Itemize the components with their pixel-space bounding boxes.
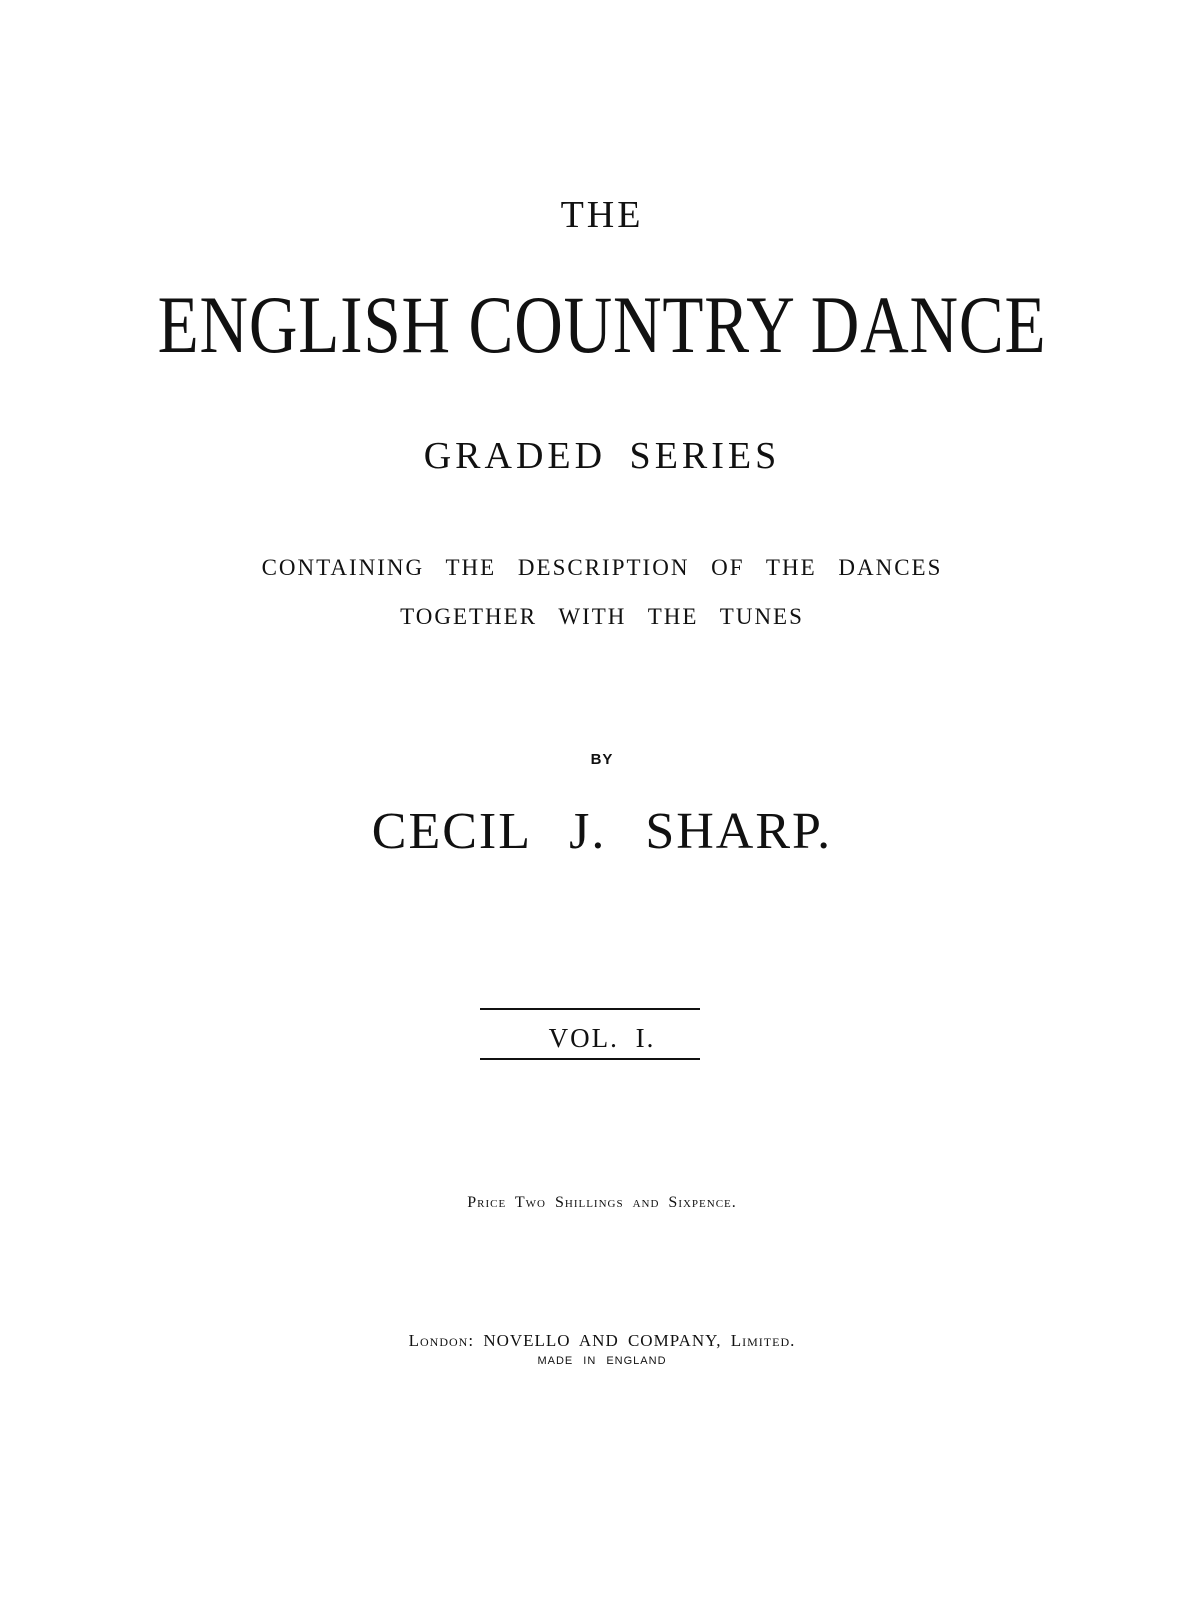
author-name: CECIL J. SHARP. [371, 803, 833, 860]
publisher-line [0, 1332, 1204, 1349]
volume-rule-top [480, 1008, 700, 1010]
book-title: ENGLISH COUNTRY DANCE [157, 279, 1047, 370]
volume-rule-bottom [480, 1058, 700, 1060]
publisher-city: London: [408, 1331, 475, 1350]
title-article: THE [560, 194, 644, 236]
made-in-label: MADE IN ENGLAND [537, 1355, 667, 1367]
publisher-suffix: Limited. [730, 1331, 796, 1350]
price-line: Price Two Shillings and Sixpence. [467, 1194, 737, 1211]
series-title: GRADED SERIES [423, 435, 781, 477]
publisher-name: NOVELLO AND COMPANY, [483, 1331, 722, 1350]
description-line-2: TOGETHER WITH THE TUNES [400, 604, 804, 629]
description-line-1: CONTAINING THE DESCRIPTION OF THE DANCES [261, 555, 943, 580]
by-label: BY [590, 751, 614, 768]
volume-label: VOL. I. [548, 1023, 656, 1053]
